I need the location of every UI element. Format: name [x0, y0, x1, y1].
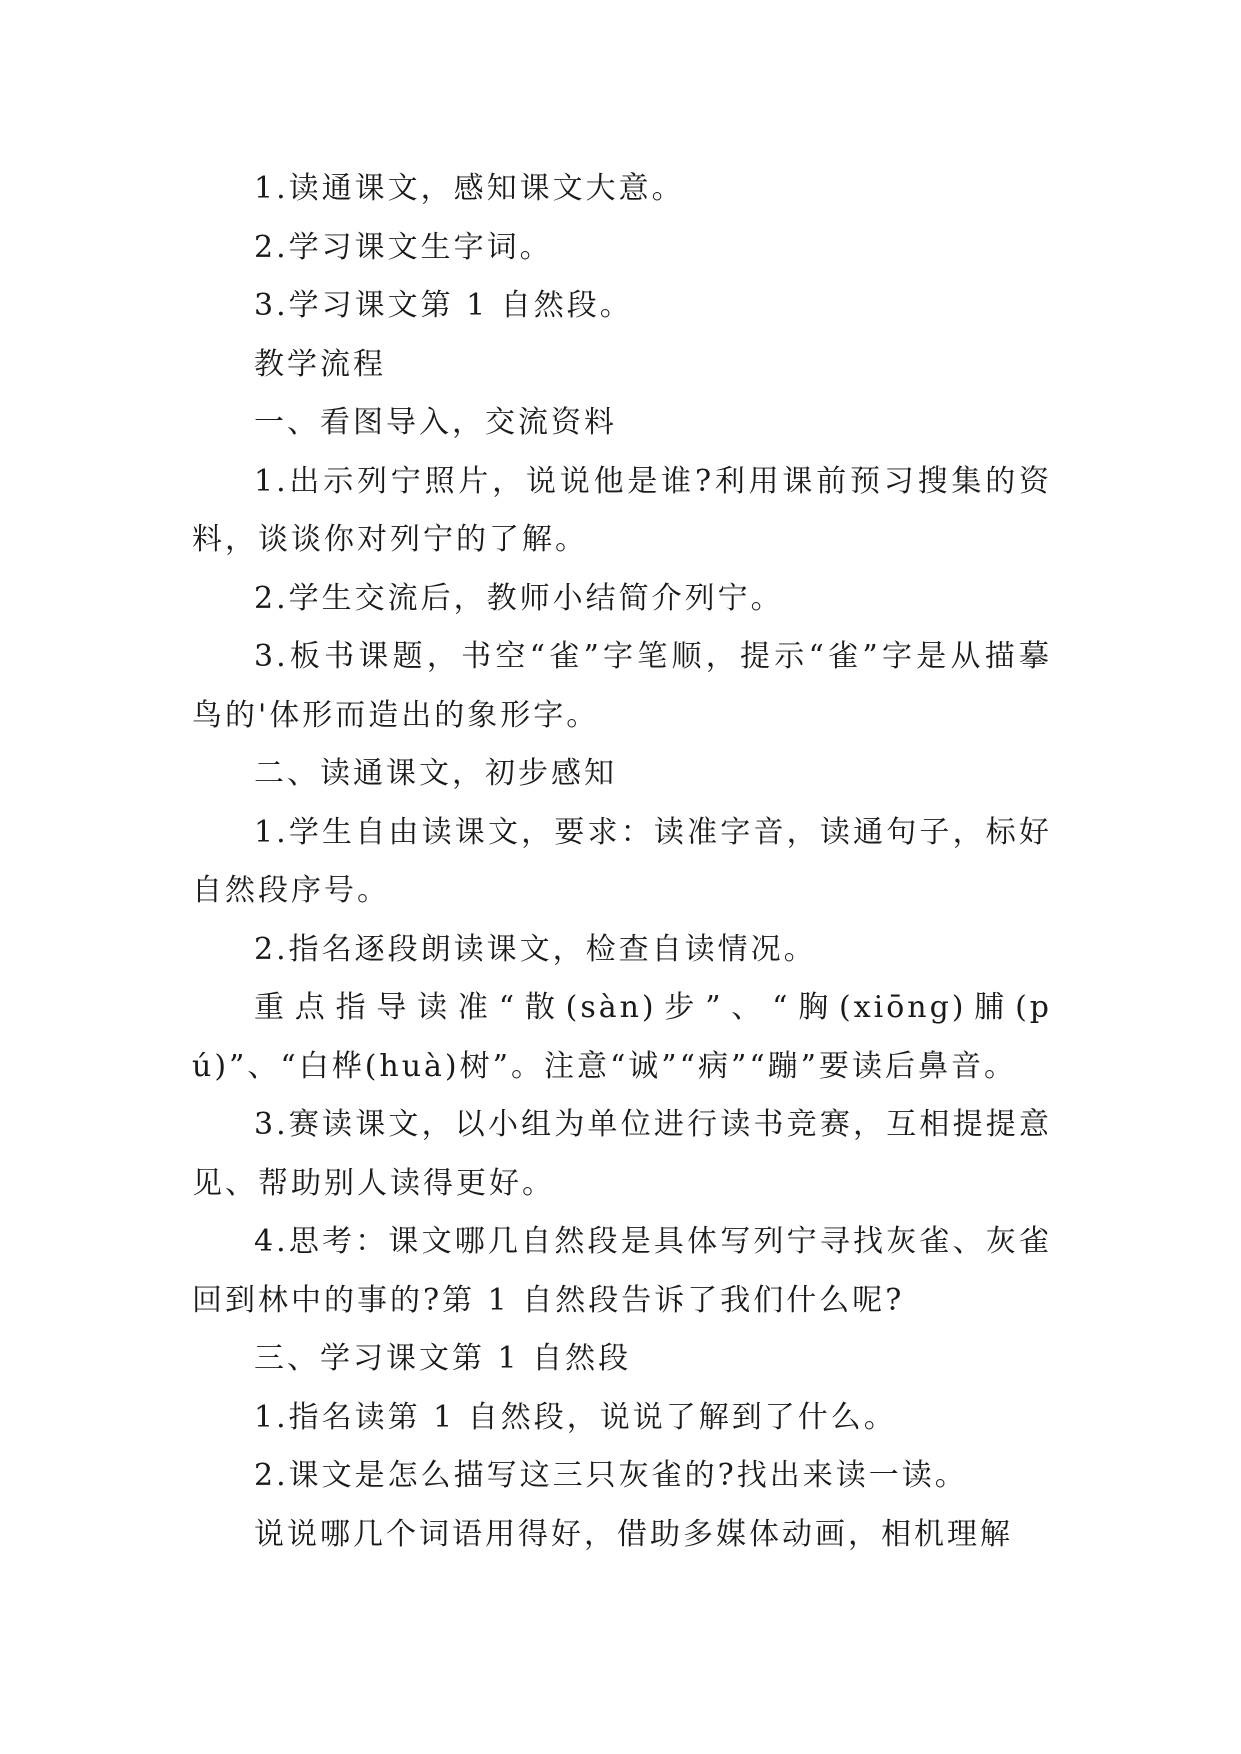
step-2-4: 4.思考：课文哪几自然段是具体写列宁寻找灰雀、灰雀回到林中的事的?第 1 自然段告诉了我们什么呢? — [192, 1224, 1052, 1318]
step-1-1: 1.出示列宁照片，说说他是谁?利用课前预习搜集的资料，谈谈你对列宁的了解。 — [192, 463, 1052, 557]
pronunciation-guidance: 重点指导读准“散(sàn)步”、“胸(xiōng)脯(pú)”、“白桦(huà)树”。注意“诚”“病”“蹦”要读后鼻音。 — [192, 990, 1052, 1084]
section-heading-1: 一、看图导入，交流资料 — [254, 405, 617, 440]
step-2-3: 3.赛读课文，以小组为单位进行读书竞赛，互相提提意见、帮助别人读得更好。 — [192, 1107, 1052, 1201]
section-heading-teaching-process: 教学流程 — [254, 346, 386, 382]
document-body — [192, 160, 1052, 1564]
objective-2: 2.学习课文生字词。 — [254, 229, 553, 265]
step-1-2: 2.学生交流后，教师小结简介列宁。 — [254, 580, 784, 616]
step-3-1: 1.指名读第 1 自然段，说说了解到了什么。 — [254, 1399, 897, 1435]
section-heading-2: 二、读通课文，初步感知 — [254, 756, 617, 791]
step-1-3: 3.板书课题，书空“雀”字笔顺，提示“雀”字是从描摹鸟的'体形而造出的象形字。 — [192, 639, 1052, 733]
step-3-2: 2.课文是怎么描写这三只灰雀的?找出来读一读。 — [254, 1458, 968, 1493]
step-2-1: 1.学生自由读课文，要求：读准字音，读通句子，标好自然段序号。 — [192, 814, 1052, 908]
step-2-2: 2.指名逐段朗读课文，检查自读情况。 — [254, 931, 817, 967]
step-3-2-continued: 说说哪几个词语用得好，借助多媒体动画，相机理解 — [254, 1516, 1013, 1552]
section-heading-3: 三、学习课文第 1 自然段 — [254, 1341, 632, 1376]
objective-1: 1.读通课文，感知课文大意。 — [254, 171, 685, 206]
objective-3: 3.学习课文第 1 自然段。 — [254, 288, 633, 323]
